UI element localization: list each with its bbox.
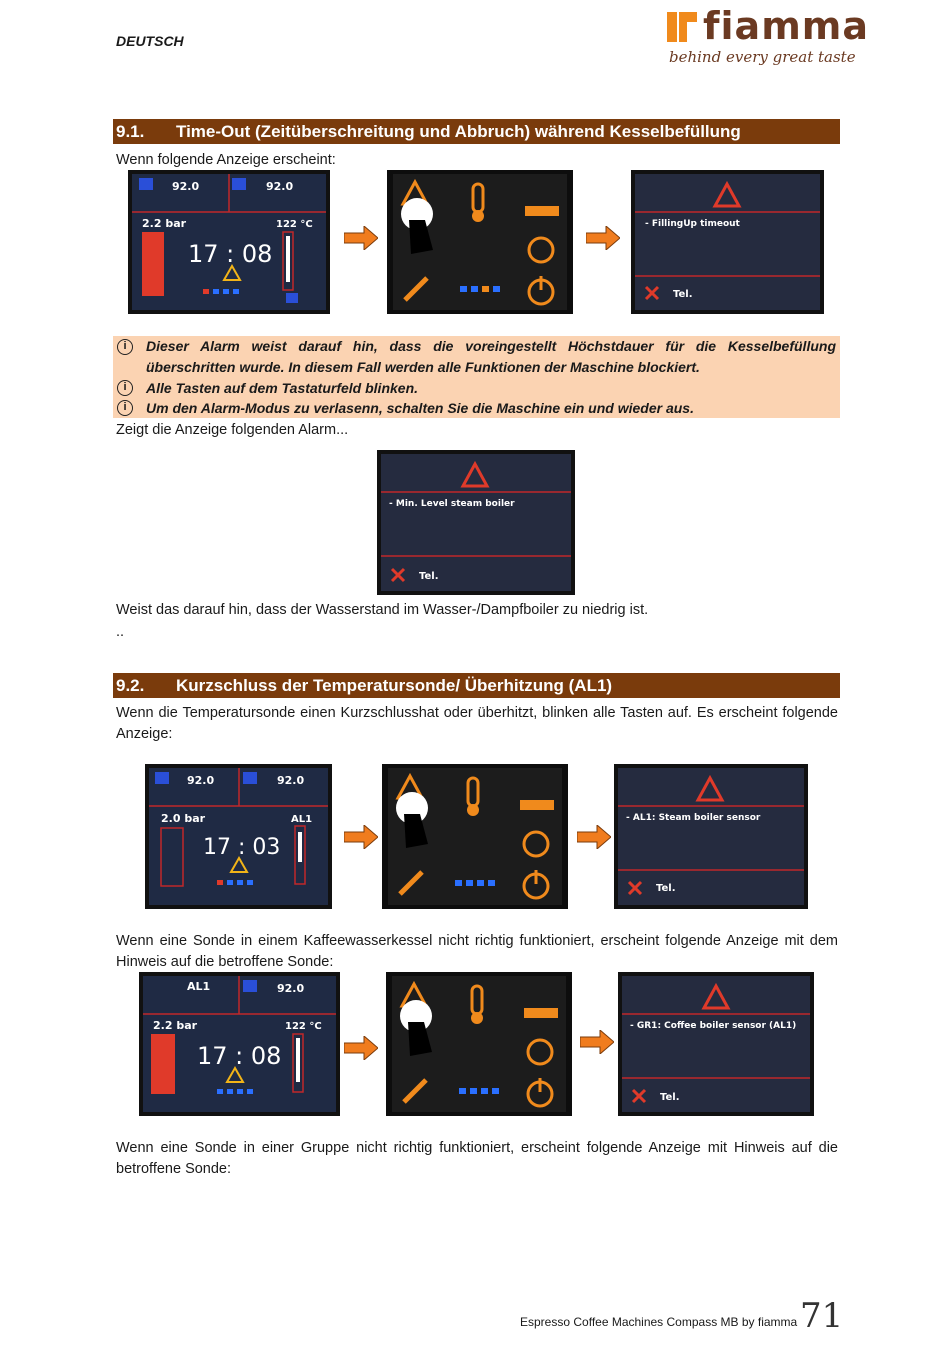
display-alarm-screen [614,764,808,909]
screen-boiler-temp: 122 °C [276,219,313,230]
section1-intro: Wenn folgende Anzeige erscheint: [116,152,336,168]
display-keypad-screen [387,170,573,314]
display-main-screen [145,764,332,909]
alarm-tel: Tel. [656,883,676,894]
arrow-right-icon [577,825,611,849]
screen-time: 17 : 08 [197,1042,282,1070]
alarm-message: - Min. Level steam boiler [389,499,515,509]
screen-time: 17 : 08 [188,240,273,268]
dots: .. [116,624,125,640]
section-number: 9.2. [116,676,145,695]
logo-brand: fiamma [703,4,870,48]
display-alarm-screen [631,170,824,314]
arrow-right-icon [586,226,620,250]
coffee-boiler-intro: Wenn eine Sonde in einem Kaffeewasserkessel nicht richtig funktioniert, erscheint folgende Anzeige mit dem Hinweis auf die betroffene Sonde: [116,933,838,970]
screen-pressure: 2.2 bar [153,1019,198,1032]
screen-left-temp: 92.0 [172,180,200,193]
alarm-tel: Tel. [660,1092,680,1103]
screen-left-temp: AL1 [187,980,211,993]
screen-boiler-temp: 122 °C [285,1021,322,1032]
section-title: Time-Out (Zeitüberschreitung und Abbruch) während Kesselbefüllung [176,122,741,141]
alarm-message: - GR1: Coffee boiler sensor (AL1) [630,1021,797,1031]
section-number: 9.1. [116,122,145,141]
screen-time: 17 : 03 [203,835,281,860]
arrow-right-icon [344,226,378,250]
logo-tagline: behind every great taste [669,48,856,66]
footer-text: Espresso Coffee Machines Compass MB by fiamma [520,1315,798,1329]
display-keypad-screen [386,972,572,1116]
display-main-screen [139,972,340,1116]
arrow-right-icon [344,825,378,849]
screen-pressure: 2.2 bar [142,217,187,230]
info-icon: i [117,339,133,355]
display-level-alarm-screen [377,450,575,595]
section-heading-9-1 [113,119,840,144]
alarm-message: - AL1: Steam boiler sensor [626,813,761,823]
screen-boiler-temp: AL1 [291,814,313,825]
fiamma-logo [665,4,870,74]
display-alarm-screen [618,972,814,1116]
section-title: Kurzschluss der Temperatursonde/ Überhitzung (AL1) [176,676,613,695]
alarm-message: - FillingUp timeout [645,219,740,229]
arrow-right-icon [344,1036,378,1060]
screen-right-temp: 92.0 [266,180,294,193]
alarm-explain: Weist das darauf hin, dass der Wasserstand im Wasser-/Dampfboiler zu niedrig ist. [116,602,649,618]
screen-left-temp: 92.0 [187,774,215,787]
section2-intro: Wenn die Temperatursonde einen Kurzschlusshat oder überhitzt, blinken alle Tasten auf. Es erscheint folgende Anzeige: [116,705,838,742]
info-icon: i [117,400,133,416]
display-main-screen [128,170,330,314]
screen-right-temp: 92.0 [277,774,305,787]
arrow-right-icon [580,1030,614,1054]
alarm-tel: Tel. [419,571,439,582]
language-label: DEUTSCH [116,33,184,49]
info-note: i Dieser Alarm weist darauf hin, dass die voreingestellt Höchstdauer für die Kesselbefüllung überschritten wurde. In diesem Fall werden alle Funktionen der Maschine blockiert. [113,336,840,378]
info-icon: i [117,380,133,396]
alarm-intro: Zeigt die Anzeige folgenden Alarm... [116,422,349,438]
page-number: 71 [800,1296,844,1336]
screen-pressure: 2.0 bar [161,812,206,825]
logo-mark-icon [667,10,699,44]
alarm-tel: Tel. [673,289,693,300]
group-intro: Wenn eine Sonde in einer Gruppe nicht richtig funktioniert, erscheint folgende Anzeige mit Hinweis auf die betroffene Sonde: [116,1140,838,1177]
screen-right-temp: 92.0 [277,982,305,995]
section-heading-9-2 [113,673,840,698]
display-keypad-screen [382,764,568,909]
info-notes-box: i Dieser Alarm weist darauf hin, dass die voreingestellt Höchstdauer für die Kesselbefüllung überschritten wurde. In diesem Fall werden alle Funktionen der Maschine blockiert. i Alle Tasten auf dem Tastaturfeld blinken. i Um den Alarm-Modus zu verlasenn, schalten Sie die Maschine ein und wieder aus. [113,336,840,418]
